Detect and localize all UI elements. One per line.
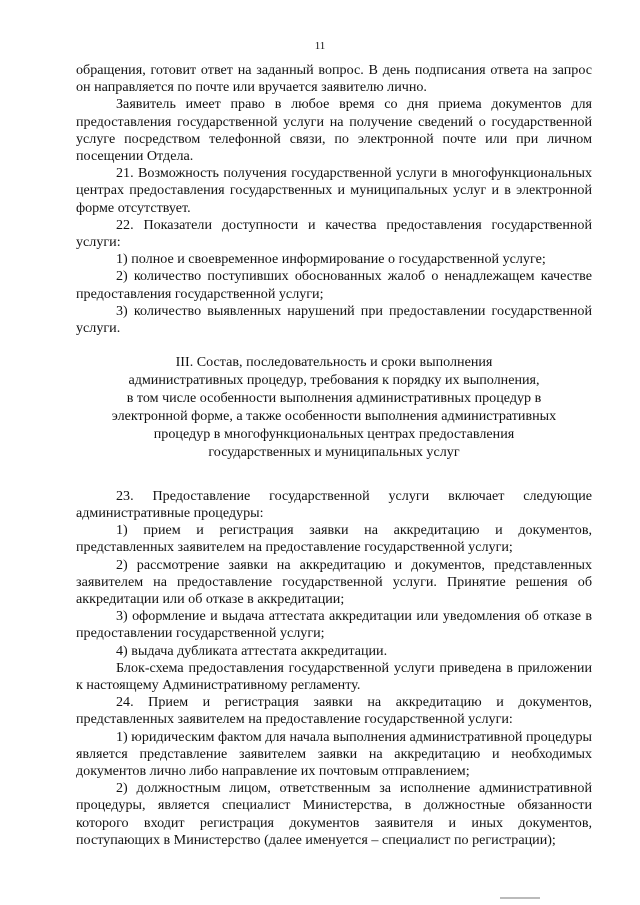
paragraph-p7: 3) количество выявленных нарушений при предоставлении государственной услуги.	[76, 302, 592, 337]
page-number: 11	[314, 40, 326, 52]
heading-line: III. Состав, последовательность и сроки выполнения	[175, 354, 493, 371]
section-heading	[76, 354, 592, 461]
paragraph-p1: обращения, готовит ответ на заданный вопрос. В день подписания ответа на запрос он направляется по почте или вручается заявителю лично.	[76, 62, 592, 96]
heading-line: процедур в многофункциональных центрах предоставления	[153, 425, 515, 442]
heading-line: в том числе особенности выполнения административных процедур в	[126, 390, 542, 407]
paragraph-p2: Заявитель имеет право в любое время со дня приема документов для предоставления государственной услуги на получение сведений о государственной услуге посредством телефонной связи, по электронной почте или при личном посещении Отдела.	[76, 96, 592, 165]
heading-line: административных процедур, требования к порядку их выполнения,	[128, 372, 540, 389]
paragraph-p5: 1) полное и своевременное информирование о государственной услуге;	[116, 251, 546, 268]
paragraph-q8: 1) юридическим фактом для начала выполнения административной процедуры является представление заявителем заявки на аккредитацию и необходимых документов лично либо направление их почтовым отправлением;	[76, 728, 592, 779]
bottom-paragraphs	[76, 488, 592, 849]
paragraph-p3: 21. Возможность получения государственной услуги в многофункциональных центрах предоставления государственных и муниципальных услуг и в электронной форме отсутствует.	[76, 165, 592, 216]
paragraph-p6: 2) количество поступивших обоснованных жалоб о ненадлежащем качестве предоставления государственной услуги;	[76, 268, 592, 302]
paragraph-q9: 2) должностным лицом, ответственным за исполнение административной процедуры, является специалист Министерства, в должностные обязанности которого входит регистрация документов заявителя и иных документов, поступающих в Министерство (далее именуется – специалист по регистрации);	[76, 780, 592, 848]
paragraph-q2: 1) прием и регистрация заявки на аккредитацию и документов, представленных заявителем на предоставление государственной услуги;	[76, 522, 592, 556]
top-paragraphs	[76, 62, 592, 337]
heading-line: государственных и муниципальных услуг	[208, 443, 460, 460]
paragraph-q4: 3) оформление и выдача аттестата аккредитации или уведомления об отказе в предоставлении государственной услуги;	[76, 608, 592, 642]
document-body	[76, 62, 592, 849]
paragraph-p4: 22. Показатели доступности и качества предоставления государственной услуги:	[76, 216, 592, 251]
paragraph-q5: 4) выдача дубликата аттестата аккредитации.	[116, 642, 388, 659]
paragraph-q7: 24. Прием и регистрация заявки на аккредитацию и документов, представленных заявителем на предоставление государственной услуги:	[76, 694, 592, 728]
heading-line: электронной форме, а также особенности выполнения административных	[111, 407, 557, 424]
paragraph-q6: Блок-схема предоставления государственной услуги приведена в приложении к настоящему Административному регламенту.	[76, 659, 592, 693]
paragraph-q3: 2) рассмотрение заявки на аккредитацию и документов, представленных заявителем на предоставление государственной услуги. Принятие решения об аккредитации или об отказе в аккредитации;	[76, 556, 592, 607]
scan-artifact	[500, 897, 540, 899]
paragraph-q1: 23. Предоставление государственной услуги включает следующие административные процедуры:	[76, 487, 592, 521]
